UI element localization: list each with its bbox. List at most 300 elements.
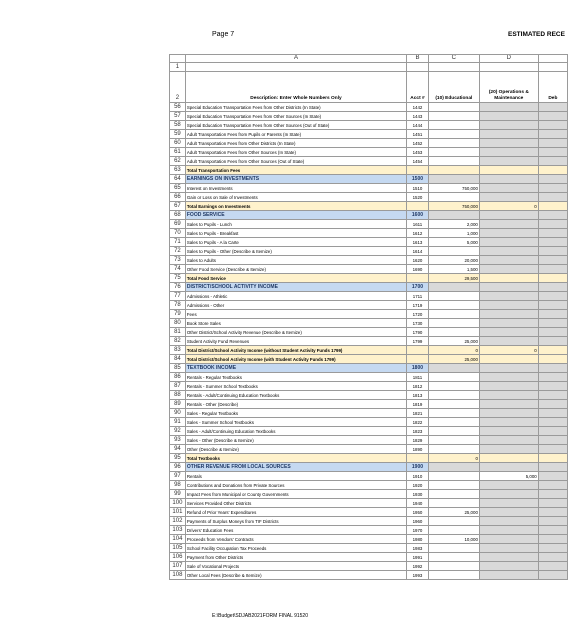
educational-cell[interactable] (428, 112, 479, 121)
debt-cell[interactable] (538, 220, 567, 229)
description-cell[interactable]: Total District/School Activity Income (with Student Activity Funds 1799) (185, 355, 406, 364)
operations-cell[interactable] (479, 409, 538, 418)
debt-cell[interactable] (538, 229, 567, 238)
description-cell[interactable]: Special Education Transportation Fees from Other Districts (In State) (185, 103, 406, 112)
acct-cell[interactable]: 1819 (407, 400, 429, 409)
row-number[interactable]: 75 (170, 274, 186, 283)
cell[interactable] (538, 63, 567, 72)
debt-cell[interactable] (538, 391, 567, 400)
description-cell[interactable]: Other Local Fees (Describe & Itemize) (185, 571, 406, 580)
description-cell[interactable]: Rentals - Adult/Continuing Education Textbooks (185, 391, 406, 400)
educational-cell[interactable]: 750,000 (428, 202, 479, 211)
acct-cell[interactable]: 1620 (407, 256, 429, 265)
row-number[interactable]: 97 (170, 472, 186, 481)
row-number[interactable]: 88 (170, 391, 186, 400)
acct-cell[interactable]: 1940 (407, 499, 429, 508)
description-cell[interactable]: Rentals (185, 472, 406, 481)
operations-cell[interactable] (479, 310, 538, 319)
description-cell[interactable]: Sales - Adult/Continuing Education Textbooks (185, 427, 406, 436)
description-cell[interactable]: Sales - Other (Describe & Itemize) (185, 436, 406, 445)
debt-cell[interactable] (538, 166, 567, 175)
educational-cell[interactable] (428, 463, 479, 472)
debt-header[interactable] (538, 72, 567, 103)
row-number[interactable]: 105 (170, 544, 186, 553)
operations-cell[interactable] (479, 454, 538, 463)
row-number[interactable]: 106 (170, 553, 186, 562)
debt-cell[interactable] (538, 193, 567, 202)
operations-cell[interactable] (479, 238, 538, 247)
operations-cell[interactable] (479, 562, 538, 571)
operations-cell[interactable] (479, 445, 538, 454)
acct-cell[interactable]: 1930 (407, 490, 429, 499)
debt-cell[interactable] (538, 148, 567, 157)
educational-cell[interactable] (428, 130, 479, 139)
description-cell[interactable]: Sales to Pupils - Lunch (185, 220, 406, 229)
educational-cell[interactable]: 750,000 (428, 184, 479, 193)
description-cell[interactable]: Admissions - Other (185, 301, 406, 310)
description-cell[interactable]: Other Food Service (Describe & Itemize) (185, 265, 406, 274)
acct-cell[interactable]: 1823 (407, 427, 429, 436)
operations-cell[interactable] (479, 337, 538, 346)
acct-cell[interactable]: 1510 (407, 184, 429, 193)
operations-cell[interactable] (479, 157, 538, 166)
operations-cell[interactable] (479, 544, 538, 553)
acct-cell[interactable]: 1970 (407, 526, 429, 535)
operations-cell[interactable] (479, 463, 538, 472)
description-cell[interactable]: Contributions and Donations from Private Sources (185, 481, 406, 490)
cell[interactable] (428, 63, 479, 72)
operations-cell[interactable] (479, 139, 538, 148)
operations-cell[interactable] (479, 553, 538, 562)
debt-cell[interactable] (538, 571, 567, 580)
operations-cell[interactable] (479, 121, 538, 130)
cell[interactable] (479, 63, 538, 72)
educational-cell[interactable] (428, 517, 479, 526)
debt-cell[interactable] (538, 409, 567, 418)
educational-cell[interactable] (428, 499, 479, 508)
educational-cell[interactable] (428, 319, 479, 328)
description-cell[interactable]: Total Earnings on Investments (185, 202, 406, 211)
row-number[interactable]: 56 (170, 103, 186, 112)
educational-cell[interactable] (428, 301, 479, 310)
row-number[interactable]: 69 (170, 220, 186, 229)
operations-cell[interactable]: 0 (479, 202, 538, 211)
description-cell[interactable]: Sales - Regular Textbooks (185, 409, 406, 418)
debt-cell[interactable] (538, 265, 567, 274)
acct-cell[interactable]: 1613 (407, 238, 429, 247)
acct-cell[interactable]: 1822 (407, 418, 429, 427)
operations-header[interactable] (479, 72, 538, 103)
educational-cell[interactable] (428, 373, 479, 382)
educational-cell[interactable] (428, 418, 479, 427)
description-cell[interactable]: Adult Transportation Fees from Pupils or Parents (In State) (185, 130, 406, 139)
acct-cell[interactable]: 1454 (407, 157, 429, 166)
educational-cell[interactable]: 25,000 (428, 355, 479, 364)
row-number[interactable]: 101 (170, 508, 186, 517)
debt-cell[interactable] (538, 274, 567, 283)
row-number[interactable]: 90 (170, 409, 186, 418)
educational-cell[interactable]: 29,500 (428, 274, 479, 283)
educational-cell[interactable] (428, 148, 479, 157)
educational-cell[interactable] (428, 364, 479, 373)
operations-cell[interactable] (479, 517, 538, 526)
debt-cell[interactable] (538, 130, 567, 139)
description-cell[interactable]: School Facility Occupation Tax Proceeds (185, 544, 406, 553)
description-cell[interactable]: Sale of Vocational Projects (185, 562, 406, 571)
acct-cell[interactable]: 1719 (407, 301, 429, 310)
row-number[interactable]: 86 (170, 373, 186, 382)
row-number[interactable]: 91 (170, 418, 186, 427)
row-number[interactable]: 1 (170, 63, 186, 72)
educational-cell[interactable] (428, 193, 479, 202)
row-number[interactable]: 89 (170, 400, 186, 409)
acct-cell[interactable]: 1444 (407, 121, 429, 130)
acct-cell[interactable]: 1900 (407, 463, 429, 472)
acct-cell[interactable]: 1443 (407, 112, 429, 121)
operations-cell[interactable] (479, 247, 538, 256)
row-number[interactable]: 87 (170, 382, 186, 391)
description-cell[interactable]: Gain or Loss on Sale of Investments (185, 193, 406, 202)
row-number[interactable]: 65 (170, 184, 186, 193)
description-cell[interactable]: Impact Fees from Municipal or County Governments (185, 490, 406, 499)
educational-cell[interactable]: 5,000 (428, 238, 479, 247)
educational-cell[interactable] (428, 121, 479, 130)
acct-cell[interactable]: 1700 (407, 283, 429, 292)
acct-cell[interactable] (407, 166, 429, 175)
acct-header[interactable] (407, 72, 429, 103)
acct-cell[interactable]: 1811 (407, 373, 429, 382)
educational-cell[interactable] (428, 391, 479, 400)
acct-cell[interactable] (407, 454, 429, 463)
educational-cell[interactable] (428, 175, 479, 184)
acct-cell[interactable]: 1453 (407, 148, 429, 157)
debt-cell[interactable] (538, 256, 567, 265)
row-number[interactable]: 70 (170, 229, 186, 238)
acct-cell[interactable]: 1600 (407, 211, 429, 220)
debt-cell[interactable] (538, 112, 567, 121)
educational-cell[interactable]: 0 (428, 346, 479, 355)
debt-cell[interactable] (538, 373, 567, 382)
educational-cell[interactable] (428, 211, 479, 220)
acct-cell[interactable] (407, 355, 429, 364)
educational-cell[interactable] (428, 103, 479, 112)
operations-cell[interactable] (479, 481, 538, 490)
description-cell[interactable]: Admissions - Athletic (185, 292, 406, 301)
row-number[interactable]: 59 (170, 130, 186, 139)
row-number[interactable]: 94 (170, 445, 186, 454)
operations-cell[interactable] (479, 508, 538, 517)
debt-cell[interactable] (538, 535, 567, 544)
operations-cell[interactable] (479, 229, 538, 238)
debt-cell[interactable] (538, 472, 567, 481)
debt-cell[interactable] (538, 139, 567, 148)
description-cell[interactable]: Adult Transportation Fees from Other Sources (In State) (185, 148, 406, 157)
row-number[interactable]: 63 (170, 166, 186, 175)
debt-cell[interactable] (538, 454, 567, 463)
row-number[interactable]: 104 (170, 535, 186, 544)
debt-cell[interactable] (538, 490, 567, 499)
debt-cell[interactable] (538, 364, 567, 373)
corner-cell[interactable] (170, 55, 186, 63)
description-cell[interactable]: Other (Describe & Itemize) (185, 445, 406, 454)
operations-cell[interactable] (479, 256, 538, 265)
educational-cell[interactable] (428, 283, 479, 292)
description-cell[interactable]: Other District/School Activity Revenue (Describe & Itemize) (185, 328, 406, 337)
acct-cell[interactable]: 1829 (407, 436, 429, 445)
operations-cell[interactable] (479, 112, 538, 121)
acct-cell[interactable]: 1690 (407, 265, 429, 274)
debt-cell[interactable] (538, 553, 567, 562)
acct-cell[interactable] (407, 274, 429, 283)
acct-cell[interactable]: 1993 (407, 571, 429, 580)
description-cell[interactable]: Special Education Transportation Fees from Other Sources (Out of State) (185, 121, 406, 130)
educational-cell[interactable] (428, 166, 479, 175)
operations-cell[interactable] (479, 436, 538, 445)
debt-cell[interactable] (538, 292, 567, 301)
description-cell[interactable]: Student Activity Fund Revenues (185, 337, 406, 346)
educational-cell[interactable] (428, 562, 479, 571)
acct-cell[interactable] (407, 346, 429, 355)
description-cell[interactable]: Sales to Pupils - Other (Describe & Itemize) (185, 247, 406, 256)
acct-cell[interactable]: 1812 (407, 382, 429, 391)
educational-cell[interactable] (428, 472, 479, 481)
acct-cell[interactable]: 1800 (407, 364, 429, 373)
description-cell[interactable]: Interest on Investments (185, 184, 406, 193)
row-number[interactable]: 62 (170, 157, 186, 166)
operations-cell[interactable] (479, 274, 538, 283)
operations-cell[interactable] (479, 220, 538, 229)
acct-cell[interactable]: 1910 (407, 472, 429, 481)
description-cell[interactable]: OTHER REVENUE FROM LOCAL SOURCES (185, 463, 406, 472)
operations-cell[interactable] (479, 355, 538, 364)
description-cell[interactable]: Sales to Pupils - A la Carte (185, 238, 406, 247)
operations-cell[interactable] (479, 427, 538, 436)
educational-cell[interactable] (428, 400, 479, 409)
acct-cell[interactable]: 1821 (407, 409, 429, 418)
educational-cell[interactable] (428, 481, 479, 490)
acct-cell[interactable]: 1980 (407, 535, 429, 544)
description-cell[interactable]: Total Textbooks (185, 454, 406, 463)
row-number[interactable]: 57 (170, 112, 186, 121)
operations-cell[interactable] (479, 571, 538, 580)
operations-cell[interactable]: 0 (479, 346, 538, 355)
description-cell[interactable]: Sales to Pupils - Breakfast (185, 229, 406, 238)
acct-cell[interactable]: 1920 (407, 481, 429, 490)
acct-cell[interactable]: 1813 (407, 391, 429, 400)
acct-cell[interactable]: 1950 (407, 508, 429, 517)
educational-cell[interactable]: 2,000 (428, 220, 479, 229)
acct-cell[interactable]: 1730 (407, 319, 429, 328)
debt-cell[interactable] (538, 328, 567, 337)
description-cell[interactable]: Drivers' Education Fees (185, 526, 406, 535)
column-header-d[interactable]: D (479, 55, 538, 63)
operations-cell[interactable] (479, 211, 538, 220)
educational-header[interactable] (428, 72, 479, 103)
operations-cell[interactable] (479, 490, 538, 499)
row-number[interactable]: 61 (170, 148, 186, 157)
acct-cell[interactable]: 1612 (407, 229, 429, 238)
description-cell[interactable]: Rentals - Summer School Textbooks (185, 382, 406, 391)
educational-cell[interactable] (428, 292, 479, 301)
description-cell[interactable]: Adult Transportation Fees from Other Sources (Out of State) (185, 157, 406, 166)
educational-cell[interactable]: 10,000 (428, 535, 479, 544)
operations-cell[interactable] (479, 364, 538, 373)
debt-cell[interactable] (538, 103, 567, 112)
description-cell[interactable]: Special Education Transportation Fees from Other Sources (In State) (185, 112, 406, 121)
row-number[interactable]: 83 (170, 346, 186, 355)
row-number[interactable]: 102 (170, 517, 186, 526)
row-number[interactable]: 66 (170, 193, 186, 202)
acct-cell[interactable] (407, 202, 429, 211)
acct-cell[interactable]: 1799 (407, 337, 429, 346)
row-number[interactable]: 68 (170, 211, 186, 220)
debt-cell[interactable] (538, 427, 567, 436)
debt-cell[interactable] (538, 517, 567, 526)
educational-cell[interactable] (428, 310, 479, 319)
row-number[interactable]: 95 (170, 454, 186, 463)
description-cell[interactable]: Services Provided Other Districts (185, 499, 406, 508)
row-number[interactable]: 107 (170, 562, 186, 571)
operations-cell[interactable] (479, 130, 538, 139)
educational-cell[interactable] (428, 157, 479, 166)
description-cell[interactable]: Total Food Service (185, 274, 406, 283)
acct-cell[interactable]: 1442 (407, 103, 429, 112)
educational-cell[interactable] (428, 553, 479, 562)
description-cell[interactable]: Book Store Sales (185, 319, 406, 328)
operations-cell[interactable] (479, 103, 538, 112)
debt-cell[interactable] (538, 418, 567, 427)
educational-cell[interactable] (428, 445, 479, 454)
row-number[interactable]: 77 (170, 292, 186, 301)
educational-cell[interactable] (428, 328, 479, 337)
debt-cell[interactable] (538, 400, 567, 409)
acct-cell[interactable]: 1983 (407, 544, 429, 553)
debt-cell[interactable] (538, 211, 567, 220)
debt-cell[interactable] (538, 346, 567, 355)
description-cell[interactable]: Total District/School Activity Income (without Student Activity Funds 1799) (185, 346, 406, 355)
row-number[interactable]: 81 (170, 328, 186, 337)
debt-cell[interactable] (538, 184, 567, 193)
debt-cell[interactable] (538, 562, 567, 571)
row-number[interactable]: 74 (170, 265, 186, 274)
row-number[interactable]: 98 (170, 481, 186, 490)
description-cell[interactable]: FOOD SERVICE (185, 211, 406, 220)
educational-cell[interactable] (428, 139, 479, 148)
row-number[interactable]: 108 (170, 571, 186, 580)
operations-cell[interactable]: 5,000 (479, 472, 538, 481)
column-header-b[interactable]: B (407, 55, 429, 63)
row-number[interactable]: 67 (170, 202, 186, 211)
acct-cell[interactable]: 1520 (407, 193, 429, 202)
educational-cell[interactable] (428, 571, 479, 580)
acct-cell[interactable]: 1614 (407, 247, 429, 256)
row-number[interactable]: 60 (170, 139, 186, 148)
column-header-c[interactable]: C (428, 55, 479, 63)
description-cell[interactable]: Payment from Other Districts (185, 553, 406, 562)
description-cell[interactable]: Refund of Prior Years' Expenditures (185, 508, 406, 517)
description-cell[interactable]: Total Transportation Fees (185, 166, 406, 175)
operations-cell[interactable] (479, 418, 538, 427)
row-number[interactable]: 80 (170, 319, 186, 328)
row-number[interactable]: 73 (170, 256, 186, 265)
operations-cell[interactable] (479, 526, 538, 535)
description-cell[interactable]: DISTRICT/SCHOOL ACTIVITY INCOME (185, 283, 406, 292)
description-cell[interactable]: TEXTBOOK INCOME (185, 364, 406, 373)
debt-cell[interactable] (538, 337, 567, 346)
debt-cell[interactable] (538, 481, 567, 490)
description-cell[interactable]: Fees (185, 310, 406, 319)
debt-cell[interactable] (538, 508, 567, 517)
debt-cell[interactable] (538, 157, 567, 166)
row-number[interactable]: 58 (170, 121, 186, 130)
debt-cell[interactable] (538, 301, 567, 310)
row-number[interactable]: 96 (170, 463, 186, 472)
operations-cell[interactable] (479, 193, 538, 202)
row-number[interactable]: 103 (170, 526, 186, 535)
educational-cell[interactable] (428, 436, 479, 445)
educational-cell[interactable] (428, 409, 479, 418)
debt-cell[interactable] (538, 202, 567, 211)
operations-cell[interactable] (479, 166, 538, 175)
row-number[interactable]: 85 (170, 364, 186, 373)
operations-cell[interactable] (479, 283, 538, 292)
educational-cell[interactable] (428, 544, 479, 553)
operations-cell[interactable] (479, 265, 538, 274)
operations-cell[interactable] (479, 175, 538, 184)
acct-cell[interactable]: 1452 (407, 139, 429, 148)
operations-cell[interactable] (479, 292, 538, 301)
operations-cell[interactable] (479, 148, 538, 157)
acct-cell[interactable]: 1890 (407, 445, 429, 454)
operations-cell[interactable] (479, 373, 538, 382)
debt-cell[interactable] (538, 355, 567, 364)
acct-cell[interactable]: 1992 (407, 562, 429, 571)
row-number[interactable]: 93 (170, 436, 186, 445)
column-header-a[interactable]: A (185, 55, 406, 63)
row-number[interactable]: 64 (170, 175, 186, 184)
acct-cell[interactable]: 1790 (407, 328, 429, 337)
debt-cell[interactable] (538, 544, 567, 553)
row-number[interactable]: 82 (170, 337, 186, 346)
educational-cell[interactable] (428, 247, 479, 256)
acct-cell[interactable]: 1960 (407, 517, 429, 526)
operations-cell[interactable] (479, 391, 538, 400)
row-number[interactable]: 100 (170, 499, 186, 508)
acct-cell[interactable]: 1500 (407, 175, 429, 184)
row-number[interactable]: 84 (170, 355, 186, 364)
row-number[interactable]: 72 (170, 247, 186, 256)
operations-cell[interactable] (479, 535, 538, 544)
description-cell[interactable]: Proceeds from Vendors' Contracts (185, 535, 406, 544)
description-cell[interactable]: Rentals - Regular Textbooks (185, 373, 406, 382)
description-header[interactable] (185, 72, 406, 103)
row-number[interactable]: 92 (170, 427, 186, 436)
operations-cell[interactable] (479, 184, 538, 193)
debt-cell[interactable] (538, 463, 567, 472)
debt-cell[interactable] (538, 247, 567, 256)
educational-cell[interactable] (428, 490, 479, 499)
educational-cell[interactable] (428, 382, 479, 391)
row-number[interactable]: 2 (170, 72, 186, 103)
operations-cell[interactable] (479, 328, 538, 337)
debt-cell[interactable] (538, 319, 567, 328)
debt-cell[interactable] (538, 238, 567, 247)
debt-cell[interactable] (538, 175, 567, 184)
educational-cell[interactable] (428, 427, 479, 436)
column-header-e[interactable] (538, 55, 567, 63)
acct-cell[interactable]: 1720 (407, 310, 429, 319)
educational-cell[interactable]: 0 (428, 454, 479, 463)
